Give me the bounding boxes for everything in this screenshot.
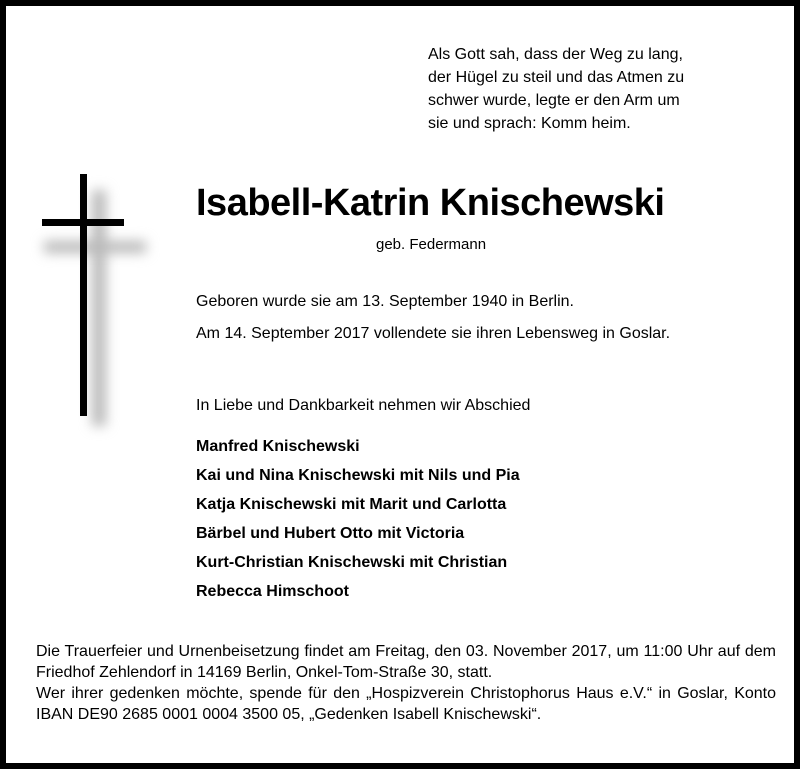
donation-text: Wer ihrer gedenken möchte, spende für den „Hospizverein Christophorus Haus e.V.“ in Goslar, Konto IBAN DE90 2685 0001 0004 3500 05, „Gedenken Isabell Knischewski“. [36, 685, 776, 723]
mourner-name: Kai und Nina Knischewski mit Nils und Pia [196, 467, 520, 484]
mourner-name: Bärbel und Hubert Otto mit Victoria [196, 525, 465, 542]
life-dates [196, 292, 670, 344]
poem-line: der Hügel zu steil und das Atmen zu [428, 69, 685, 86]
poem [428, 43, 758, 135]
cross-icon [36, 168, 146, 438]
ceremony-text: Die Trauerfeier und Urnenbeisetzung findet am Freitag, den 03. November 2017, um 11:00 Uhr auf dem Friedhof Zehlendorf in 14169 Berlin, Onkel-Tom-Straße 30, statt. [36, 643, 776, 681]
mourner-name: Kurt-Christian Knischewski mit Christian [196, 554, 508, 571]
deceased-name: Isabell-Katrin Knischewski [196, 182, 665, 224]
mourner-name: Manfred Knischewski [196, 438, 360, 455]
cross-vertical-beam [80, 174, 87, 416]
poem-line: Als Gott sah, dass der Weg zu lang, [428, 46, 683, 63]
birth-statement: Geboren wurde sie am 13. September 1940 in Berlin. [196, 293, 574, 310]
poem-line: schwer wurde, legte er den Arm um [428, 92, 680, 109]
cross-horizontal-beam [42, 219, 124, 226]
death-statement: Am 14. September 2017 vollendete sie ihren Lebensweg in Goslar. [196, 325, 671, 342]
mourner-name: Rebecca Himschoot [196, 583, 349, 600]
poem-line: sie und sprach: Komm heim. [428, 115, 631, 132]
cross-shadow-horizontal [44, 241, 146, 253]
ceremony-info [36, 641, 776, 725]
mourner-name: Katja Knischewski mit Marit und Carlotta [196, 496, 507, 513]
maiden-name: geb. Federmann [376, 236, 487, 253]
mourners-list [196, 432, 520, 606]
farewell-line: In Liebe und Dankbarkeit nehmen wir Abschied [196, 397, 531, 414]
